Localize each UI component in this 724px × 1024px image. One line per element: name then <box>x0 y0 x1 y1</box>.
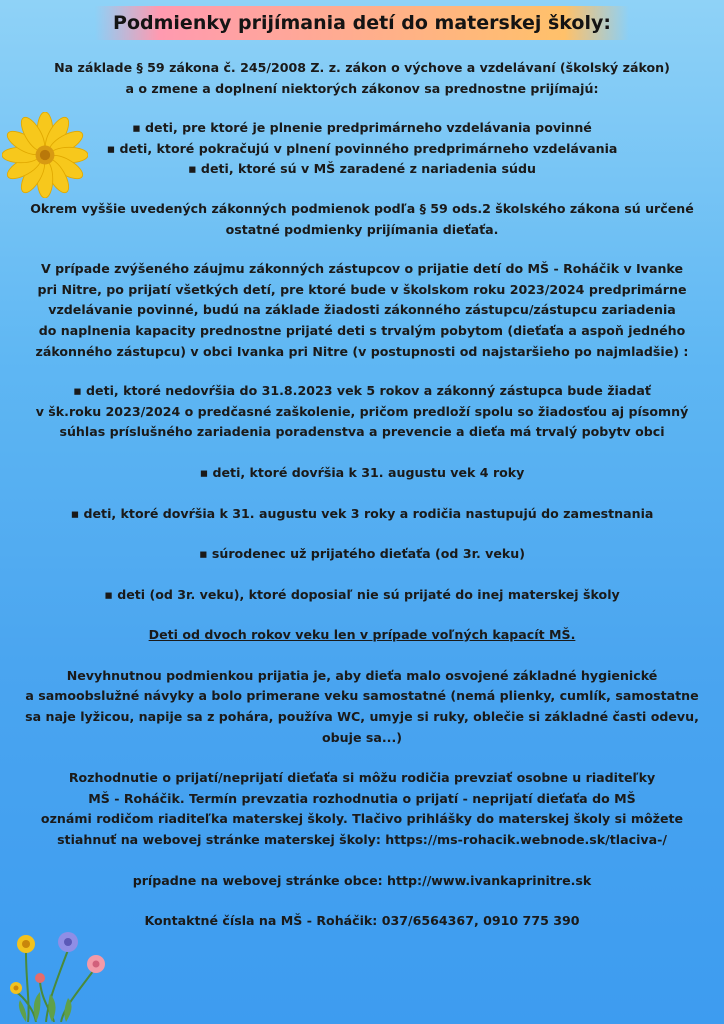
criteria-sibling: ▪ súrodenec už prijatého dieťaťa (od 3r. veku) <box>198 546 526 562</box>
intro-line: a o zmene a doplnení niektorých zákonov sa prednostne prijímajú: <box>125 80 599 96</box>
hygiene-line: Nevyhnutnou podmienkou prijatia je, aby dieťa malo osvojené základné hygienické <box>66 667 658 683</box>
other-conditions-line: Okrem vyššie uvedených zákonných podmienok podľa § 59 ods.2 školského zákona sú určené <box>30 200 694 216</box>
criteria-early-enrolment: v šk.roku 2023/2024 o predčasné zaškolenie, pričom predloží spolu so žiadosťou aj písomný <box>35 403 689 419</box>
priority-bullet: ▪ deti, ktoré pokračujú v plnení povinného predprimárneho vzdelávania <box>106 140 618 156</box>
decision-line: oznámi rodičom riaditeľka materskej školy. Tlačivo prihlášky do materskej školy si môžete <box>40 811 684 827</box>
priority-bullet: ▪ deti, pre ktoré je plnenie predprimárneho vzdelávania povinné <box>132 120 592 136</box>
hygiene-line: sa naje lyžicou, napije sa z pohára, používa WC, umyje si ruky, oblečie si základné časti odevu, <box>25 709 699 725</box>
decision-line: Rozhodnutie o prijatí/neprijatí dieťaťa si môžu rodičia prevziať osobne u riaditeľky <box>68 770 656 786</box>
document-body <box>10 58 714 932</box>
criteria-early-enrolment: ▪ deti, ktoré nedovŕšia do 31.8.2023 vek 5 rokov a zákonný zástupca bude žiadať <box>73 383 651 399</box>
increased-interest-line: do naplnenia kapacity prednostne prijaté deti s trvalým pobytom (dieťaťa a aspoň jedného <box>38 322 686 338</box>
criteria-age-4: ▪ deti, ktoré dovŕšia k 31. augustu vek 4 roky <box>199 464 525 480</box>
title-container <box>0 6 724 40</box>
increased-interest-line: V prípade zvýšeného záujmu zákonných zástupcov o prijatie detí do MŠ - Roháčik v Ivanke <box>41 261 683 277</box>
hygiene-line: obuje sa...) <box>322 729 402 745</box>
hygiene-line: a samoobslužné návyky a bolo primerane veku samostatné (nemá plienky, cumlík, samostatne <box>25 688 699 704</box>
increased-interest-line: vzdelávanie povinné, budú na základe žiadosti zákonného zástupcu/zástupcu zariadenia <box>48 302 676 318</box>
page-title: Podmienky prijímania detí do materskej školy: <box>95 6 629 40</box>
other-conditions-line: ostatné podmienky prijímania dieťaťa. <box>225 221 499 237</box>
contact-numbers: Kontaktné čísla na MŠ - Roháčik: 037/6564367, 0910 775 390 <box>144 913 580 929</box>
intro-line: Na základe § 59 zákona č. 245/2008 Z. z. zákon o výchove a vzdelávaní (školský zákon) <box>54 60 670 75</box>
municipality-web-line: prípadne na webovej stránke obce: http://www.ivankaprinitre.sk <box>132 872 592 888</box>
criteria-age-3-working-parents: ▪ deti, ktoré dovŕšia k 31. augustu vek 3 roky a rodičia nastupujú do zamestnania <box>70 505 654 521</box>
priority-bullet: ▪ deti, ktoré sú v MŠ zaradené z nariadenia súdu <box>188 161 536 177</box>
wildflowers-icon <box>6 922 114 1022</box>
criteria-early-enrolment: súhlas príslušného zariadenia poradenstva a prevencie a dieťa má trvalý pobytv obci <box>59 424 665 440</box>
increased-interest-line: pri Nitre, po prijatí všetkých detí, pre ktoré bude v školskom roku 2023/2024 predprimárne <box>37 281 687 297</box>
criteria-not-enrolled-elsewhere: ▪ deti (od 3r. veku), ktoré doposiaľ nie sú prijaté do inej materskej školy <box>104 586 620 602</box>
two-years-note: Deti od dvoch rokov veku len v prípade voľných kapacít MŠ. <box>148 627 576 643</box>
decision-line: stiahnuť na webovej stránke materskej školy: https://ms-rohacik.webnode.sk/tlaciva-/ <box>57 832 667 848</box>
increased-interest-line: zákonného zástupcu) v obci Ivanka pri Nitre (v postupnosti od najstaršieho po najmladšie) : <box>35 343 689 359</box>
decision-line: MŠ - Roháčik. Termín prevzatia rozhodnutia o prijatí - neprijatí dieťaťa do MŠ <box>88 790 636 806</box>
